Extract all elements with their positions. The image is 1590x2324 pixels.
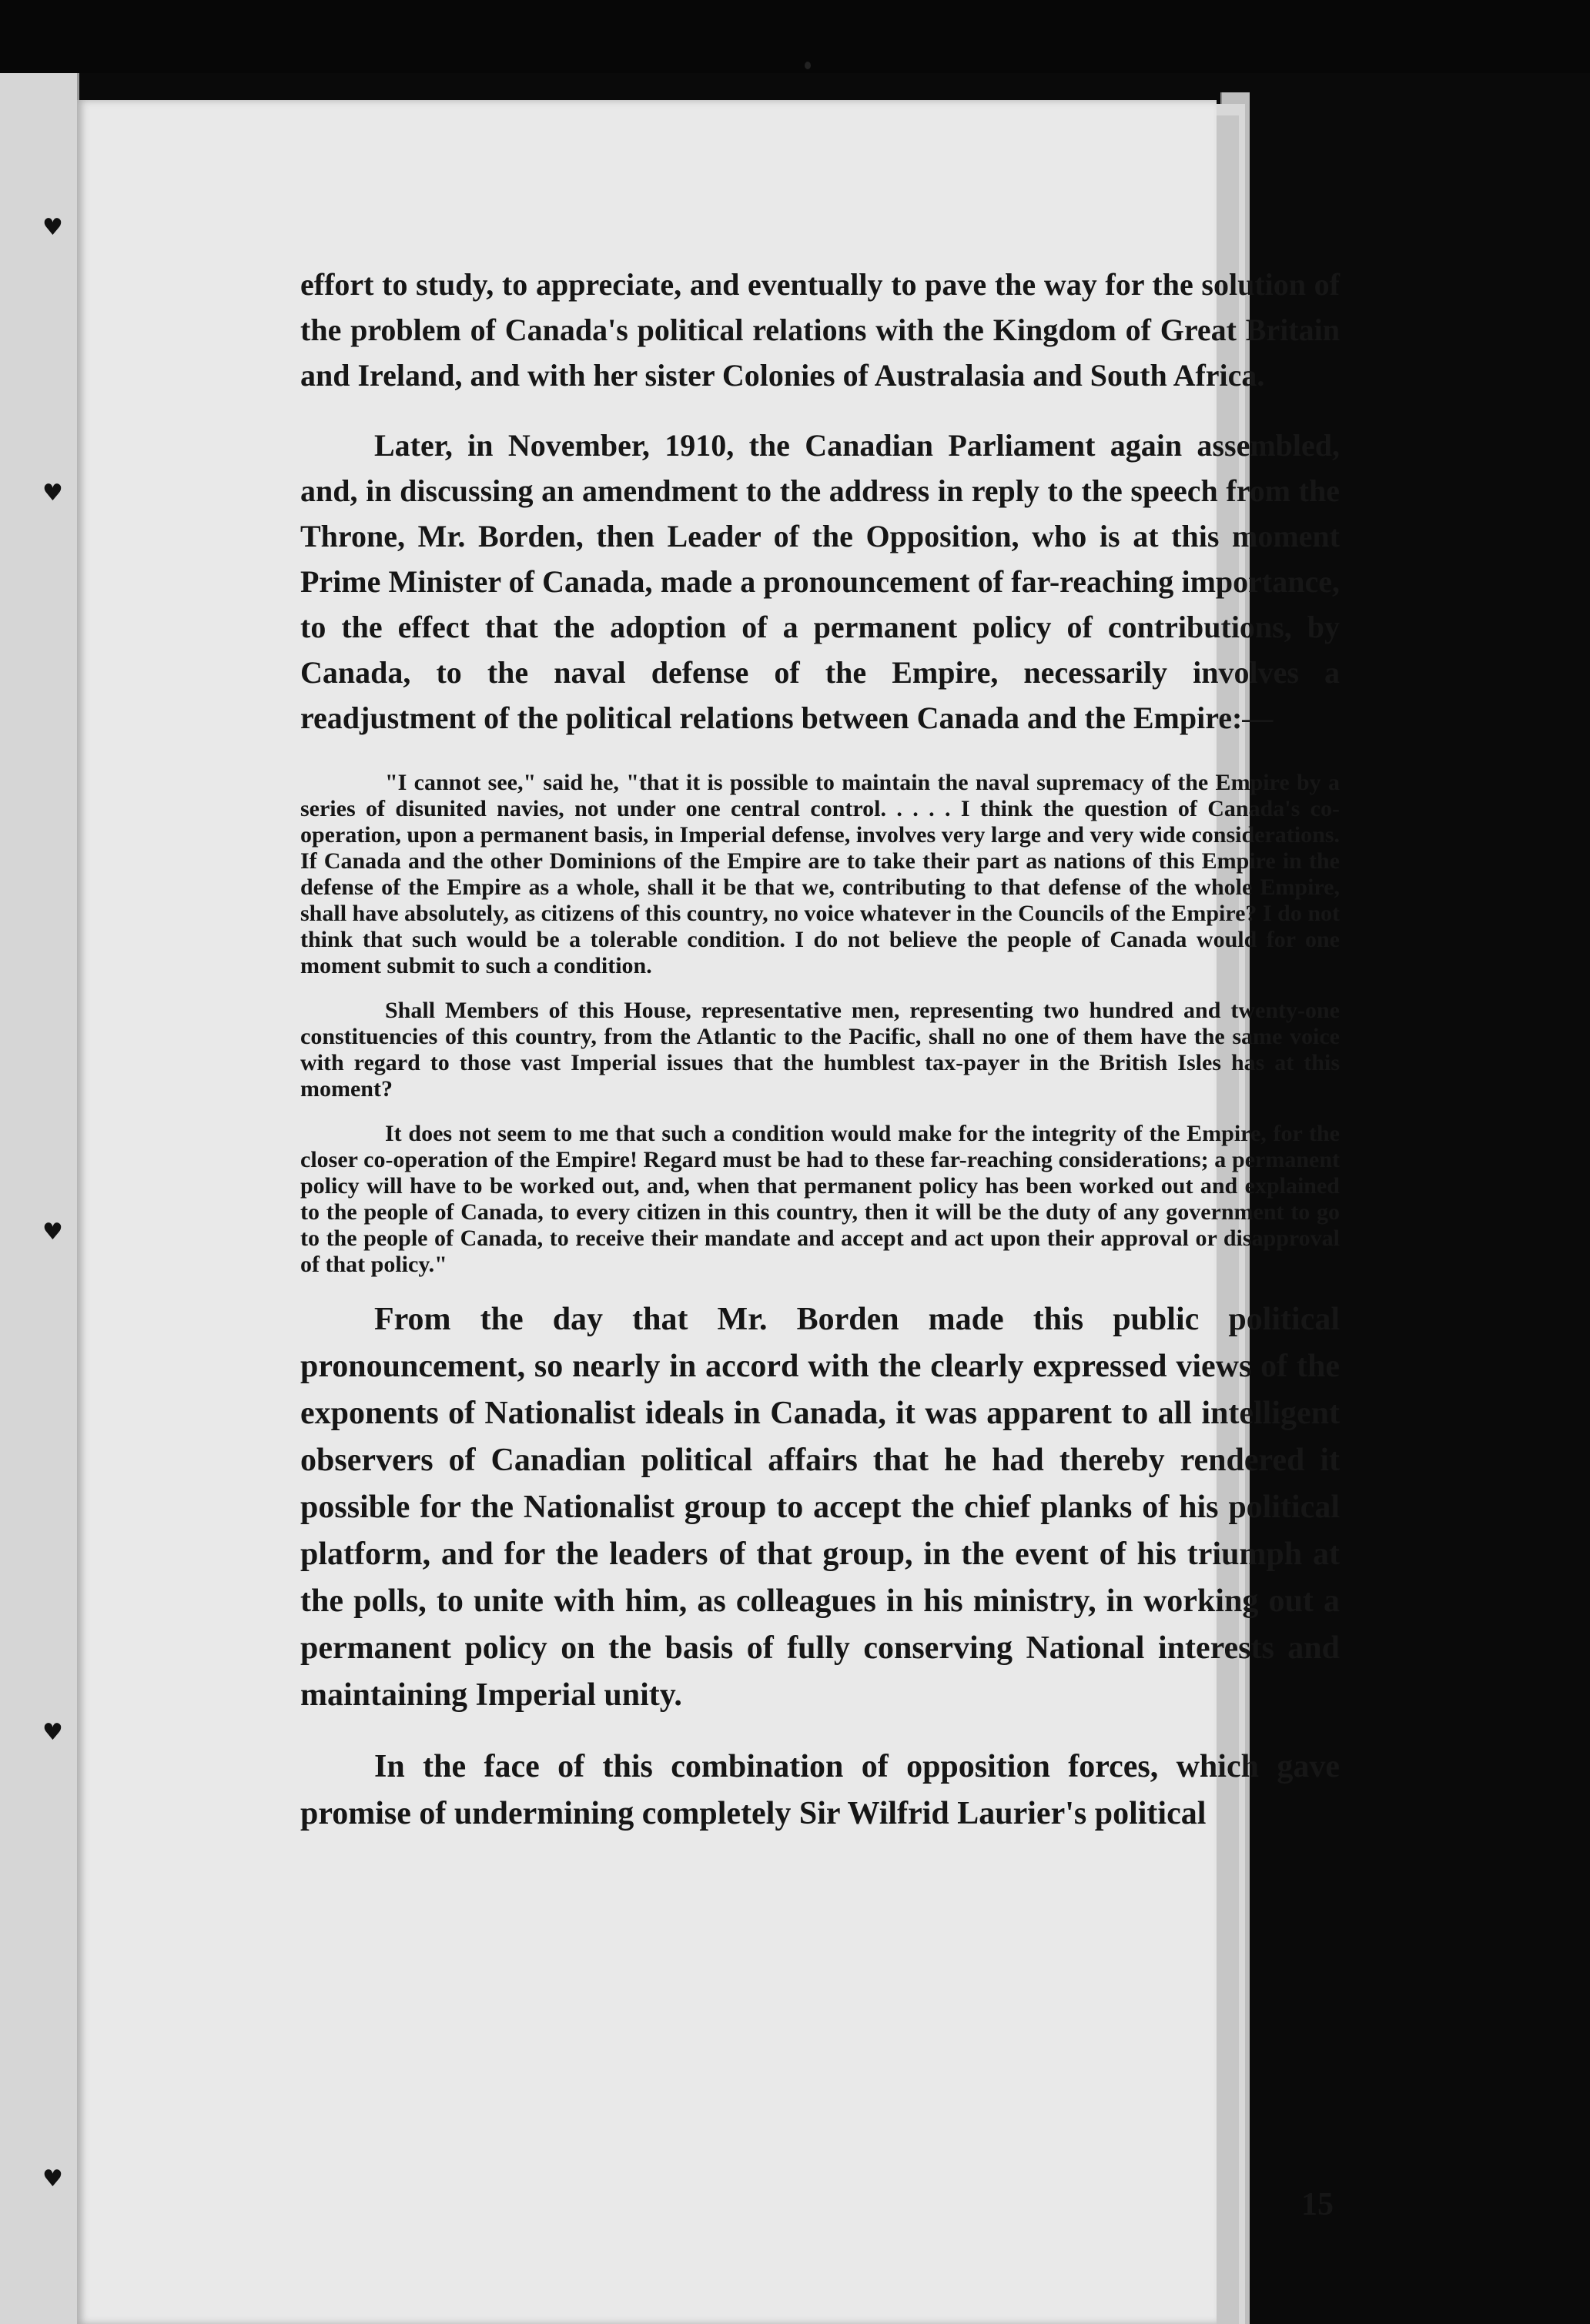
binding-mark: ♥ [42, 1719, 63, 1746]
paragraph: Later, in November, 1910, the Canadian Parliament again assembled, and, in discussing an amendment to the address in reply to the speech from the Throne, Mr. Borden, then Leader of the Opposition, who is at this moment Prime Minister of Canada, made a pronouncement of far-reaching importance, to the effect that the adoption of a permanent policy of contributions, by Canada, to the naval defense of the Empire, necessarily involves a readjustment of the political relations between Canada and the Empire:— [300, 428, 1340, 735]
paragraph: effort to study, to appreciate, and eventually to pave the way for the solution of the problem of Canada's political relations with the Kingdom of Great Britain and Ireland, and with her sister Colonies of Australasia and South Africa. [300, 267, 1340, 393]
page-number: 15 [1301, 2187, 1334, 2222]
binding-mark: ♥ [42, 214, 63, 241]
scan-top-border [0, 0, 1590, 73]
block-quote [300, 770, 1340, 1278]
quote-paragraph: It does not seem to me that such a condition would make for the integrity of the Empire, for the closer co-operation of the Empire! Regard must be had to these far-reaching considerations; a permanent policy will have to be worked out, and, when that permanent policy has been worked out and explained to the people of Canada, to every citizen in this country, then it will be the duty of any government to go to the people of Canada, to receive their mandate and accept and act upon their approval or disapproval of that policy." [300, 1121, 1340, 1277]
paragraph: From the day that Mr. Borden made this public political pronouncement, so nearly in accord with the clearly expressed views of the exponents of Nationalist ideals in Canada, it was apparent to all intelligent observers of Canadian political affairs that he had thereby rendered it possible for the Nationalist group to accept the chief planks of his political platform, and for the leaders of that group, in the event of his triumph at the polls, to unite with him, as colleagues in his ministry, in working out a permanent policy on the basis of fully conserving National interests and maintaining Imperial unity. [300, 1302, 1340, 1713]
quote-paragraph: "I cannot see," said he, "that it is possible to maintain the naval supremacy of the Empire by a series of disunited navies, not under one central control. . . . . I think the question of Canada's co-operation, upon a permanent basis, in Imperial defense, involves very large and very wide considerations. If Canada and the other Dominions of the Empire are to take their part as nations of this Empire in the defense of the Empire as a whole, shall it be that we, contributing to that defense of the whole Empire, shall have absolutely, as citizens of this country, no voice whatever in the Councils of the Empire? I do not think that such would be a tolerable condition. I do not believe the people of Canada would for one moment submit to such a condition. [300, 770, 1340, 978]
binding-mark: ♥ [42, 2165, 63, 2192]
scan-speck [805, 62, 811, 69]
quote-paragraph: Shall Members of this House, representative men, representing two hundred and twenty-one constituencies of this country, from the Atlantic to the Pacific, shall no one of them have the same voice with regard to those vast Imperial issues that the humblest tax-payer in the British Isles has at this moment? [300, 998, 1340, 1102]
page-text [300, 262, 1340, 1862]
binding-mark: ♥ [42, 480, 63, 507]
binding-mark: ♥ [42, 1219, 63, 1246]
paragraph: In the face of this combination of opposition forces, which gave promise of undermining completely Sir Wilfrid Laurier's political [300, 1749, 1340, 1831]
book-binding [0, 73, 79, 2324]
